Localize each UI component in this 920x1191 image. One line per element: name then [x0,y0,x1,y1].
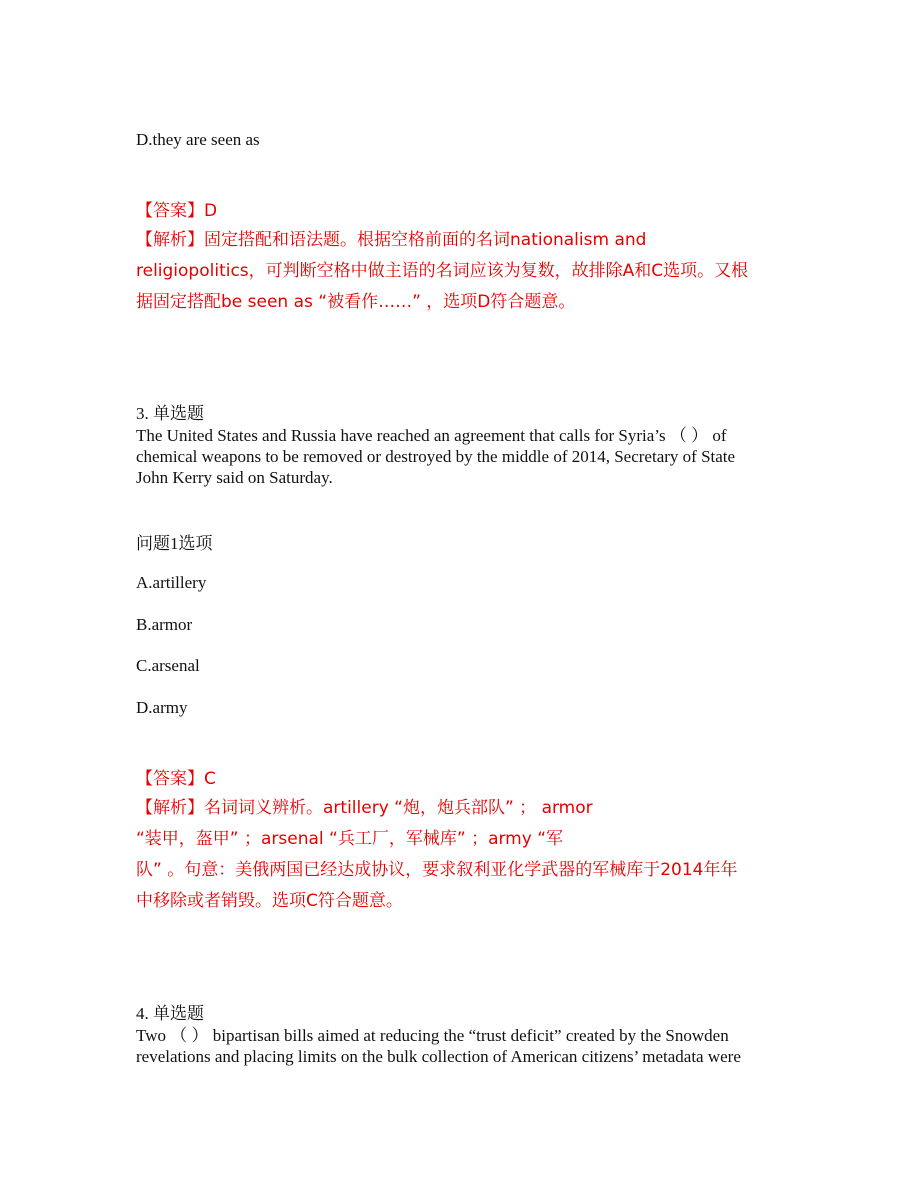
q3-stem-line: The United States and Russia have reached an agreement that calls for Syria’s （ ） of [136,426,727,445]
q3-analysis-line: 【解析】名词词义辨析。artillery “炮，炮兵部队” ； armor [136,798,593,818]
q3-analysis-line: “装甲，盔甲” ；arsenal “兵工厂，军械库” ；army “军 [136,829,564,849]
q3-option-b: B.armor [136,615,193,634]
q2-analysis [136,225,748,318]
q2-analysis-line: 【解析】固定搭配和语法题。根据空格前面的名词nationalism and [136,230,647,250]
q3-stem-line: chemical weapons to be removed or destroyed by the middle of 2014, Secretary of State [136,447,736,466]
q3-header: 3. 单选题 [136,404,204,423]
q3-option-d: D.army [136,698,188,717]
q3-option-a: A.artillery [136,573,207,592]
q4-stem-line: revelations and placing limits on the bulk collection of American citizens’ metadata were [136,1047,741,1066]
q3-stem-line: John Kerry said on Saturday. [136,468,333,487]
q3-option-c: C.arsenal [136,656,200,675]
q4-stem [136,1025,741,1067]
q3-analysis-line: 中移除或者销毁。选项C符合题意。 [136,891,403,911]
q3-sub-question: 问题1选项 [136,534,213,553]
q2-answer: 【答案】D [136,201,218,221]
q2-analysis-line: religiopolitics，可判断空格中做主语的名词应该为复数，故排除A和C选项。又根 [136,261,749,281]
q3-analysis [136,793,737,917]
q2-analysis-line: 据固定搭配be seen as “被看作……” ，选项D符合题意。 [136,292,576,312]
q3-analysis-line: 队” 。句意：美俄两国已经达成协议，要求叙利亚化学武器的军械库于2014年年 [136,860,738,880]
q4-stem-line: Two （ ） bipartisan bills aimed at reducing the “trust deficit” created by the Snowden [136,1026,729,1045]
q3-answer: 【答案】C [136,769,216,789]
q2-option-d: D.they are seen as [136,130,260,149]
q3-stem [136,425,735,488]
q4-header: 4. 单选题 [136,1004,204,1023]
